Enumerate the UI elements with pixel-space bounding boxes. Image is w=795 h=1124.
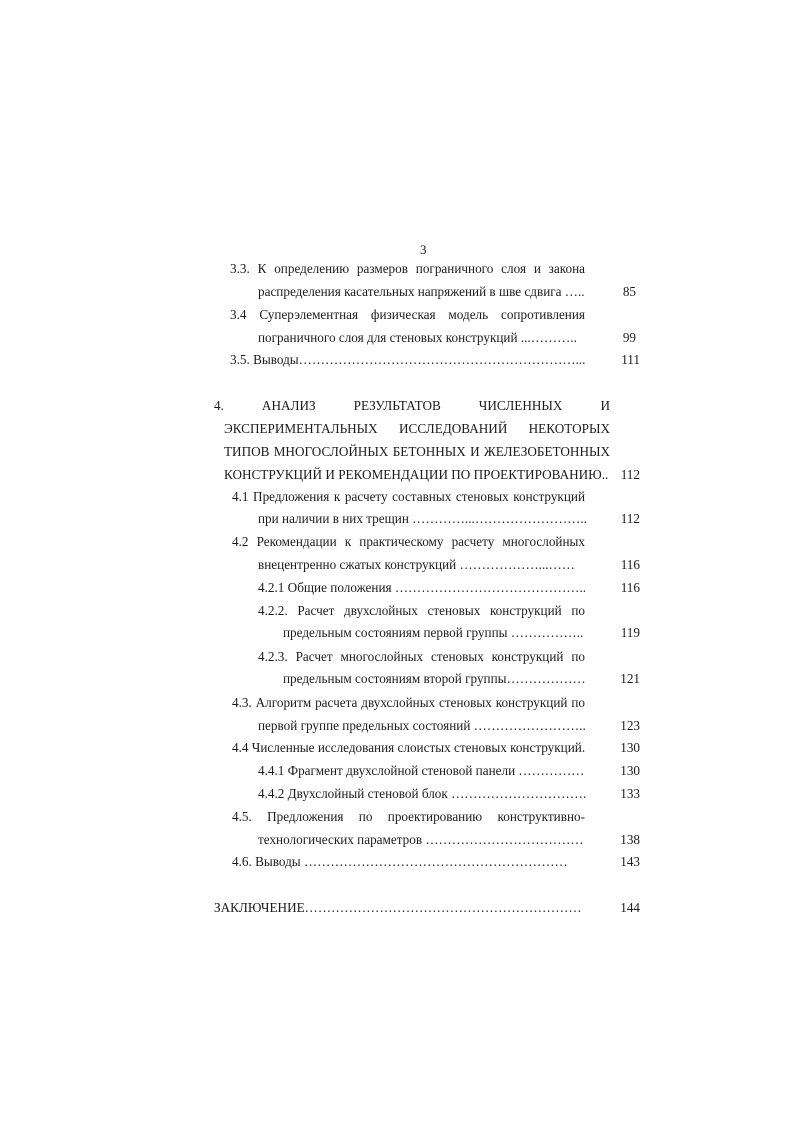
toc-4-4-2-page: 133 bbox=[620, 786, 640, 801]
toc-4-2-3-line2: предельным состояниям второй группы……………… bbox=[283, 671, 586, 686]
toc-4-1-page: 112 bbox=[620, 511, 640, 526]
toc-4-2-line2: внецентренно сжатых конструкций ………………...…… bbox=[258, 557, 575, 572]
toc-ch4-line1: 4. АНАЛИЗ РЕЗУЛЬТАТОВ ЧИСЛЕННЫХ И bbox=[214, 398, 610, 413]
toc-4-2-3-page: 121 bbox=[620, 671, 640, 686]
toc-ch4-line4: КОНСТРУКЦИЙ И РЕКОМЕНДАЦИИ ПО ПРОЕКТИРОВАНИЮ.. bbox=[224, 467, 609, 482]
toc-4-2-2-line2: предельным состояниям первой группы …………….. bbox=[283, 625, 584, 640]
toc-4-2-page: 116 bbox=[620, 557, 640, 572]
toc-4-3-page: 123 bbox=[620, 718, 640, 733]
page-number: 3 bbox=[420, 242, 427, 257]
toc-4-4-line1: 4.4 Численные исследования слоистых стеновых конструкций. bbox=[232, 740, 586, 755]
toc-4-2-1-page: 116 bbox=[620, 580, 640, 595]
toc-4-5-line1: 4.5. Предложения по проектированию конструктивно- bbox=[232, 809, 585, 824]
toc-4-5-line2: технологических параметров ……………………………… bbox=[258, 832, 584, 847]
toc-4-4-page: 130 bbox=[620, 740, 640, 755]
toc-4-4-2-line1: 4.4.2 Двухслойный стеновой блок …………………………. bbox=[258, 786, 587, 801]
toc-ch4-line2: ЭКСПЕРИМЕНТАЛЬНЫХ ИССЛЕДОВАНИЙ НЕКОТОРЫХ bbox=[224, 421, 610, 436]
toc-ch4-page: 112 bbox=[620, 467, 640, 482]
toc-3-5-line1: 3.5. Выводы………………………………………………………... bbox=[230, 352, 586, 367]
toc-4-2-3-line1: 4.2.3. Расчет многослойных стеновых конструкций по bbox=[258, 649, 585, 664]
toc-4-4-1-page: 130 bbox=[620, 763, 640, 778]
toc-3-4-line2: пограничного слоя для стеновых конструкций ...……….. bbox=[258, 330, 577, 345]
toc-4-2-2-page: 119 bbox=[620, 625, 640, 640]
toc-3-3-page: 85 bbox=[622, 284, 636, 299]
toc-4-1-line2: при наличии в них трещин …………...…………………….. bbox=[258, 511, 587, 526]
toc-4-1-line1: 4.1 Предложения к расчету составных стеновых конструкций bbox=[232, 489, 585, 504]
toc-3-5-page: 111 bbox=[621, 352, 640, 367]
toc-conclusion-page: 144 bbox=[620, 900, 640, 915]
toc-4-5-page: 138 bbox=[620, 832, 640, 847]
toc-3-3-line2: распределения касательных напряжений в шве сдвига ….. bbox=[258, 284, 585, 299]
toc-4-3-line1: 4.3. Алгоритм расчета двухслойных стеновых конструкций по bbox=[232, 695, 585, 710]
toc-ch4-line3: ТИПОВ МНОГОСЛОЙНЫХ БЕТОННЫХ И ЖЕЛЕЗОБЕТОННЫХ bbox=[224, 444, 610, 459]
toc-4-6-line1: 4.6. Выводы …………………………………………………… bbox=[232, 854, 568, 869]
toc-4-4-1-line1: 4.4.1 Фрагмент двухслойной стеновой панели …………… bbox=[258, 763, 585, 778]
toc-conclusion-line1: ЗАКЛЮЧЕНИЕ……………………………………………………… bbox=[214, 900, 582, 915]
toc-3-4-page: 99 bbox=[622, 330, 636, 345]
toc-3-4-line1: 3.4 Суперэлементная физическая модель сопротивления bbox=[230, 307, 585, 322]
toc-4-2-2-line1: 4.2.2. Расчет двухслойных стеновых конструкций по bbox=[258, 603, 585, 618]
toc-4-6-page: 143 bbox=[620, 854, 640, 869]
toc-3-3-line1: 3.3. К определению размеров пограничного слоя и закона bbox=[230, 261, 585, 276]
toc-4-2-line1: 4.2 Рекомендации к практическому расчету многослойных bbox=[232, 534, 585, 549]
toc-4-3-line2: первой группе предельных состояний …………………….. bbox=[258, 718, 586, 733]
toc-4-2-1-line1: 4.2.1 Общие положения …………………………………….. bbox=[258, 580, 587, 595]
